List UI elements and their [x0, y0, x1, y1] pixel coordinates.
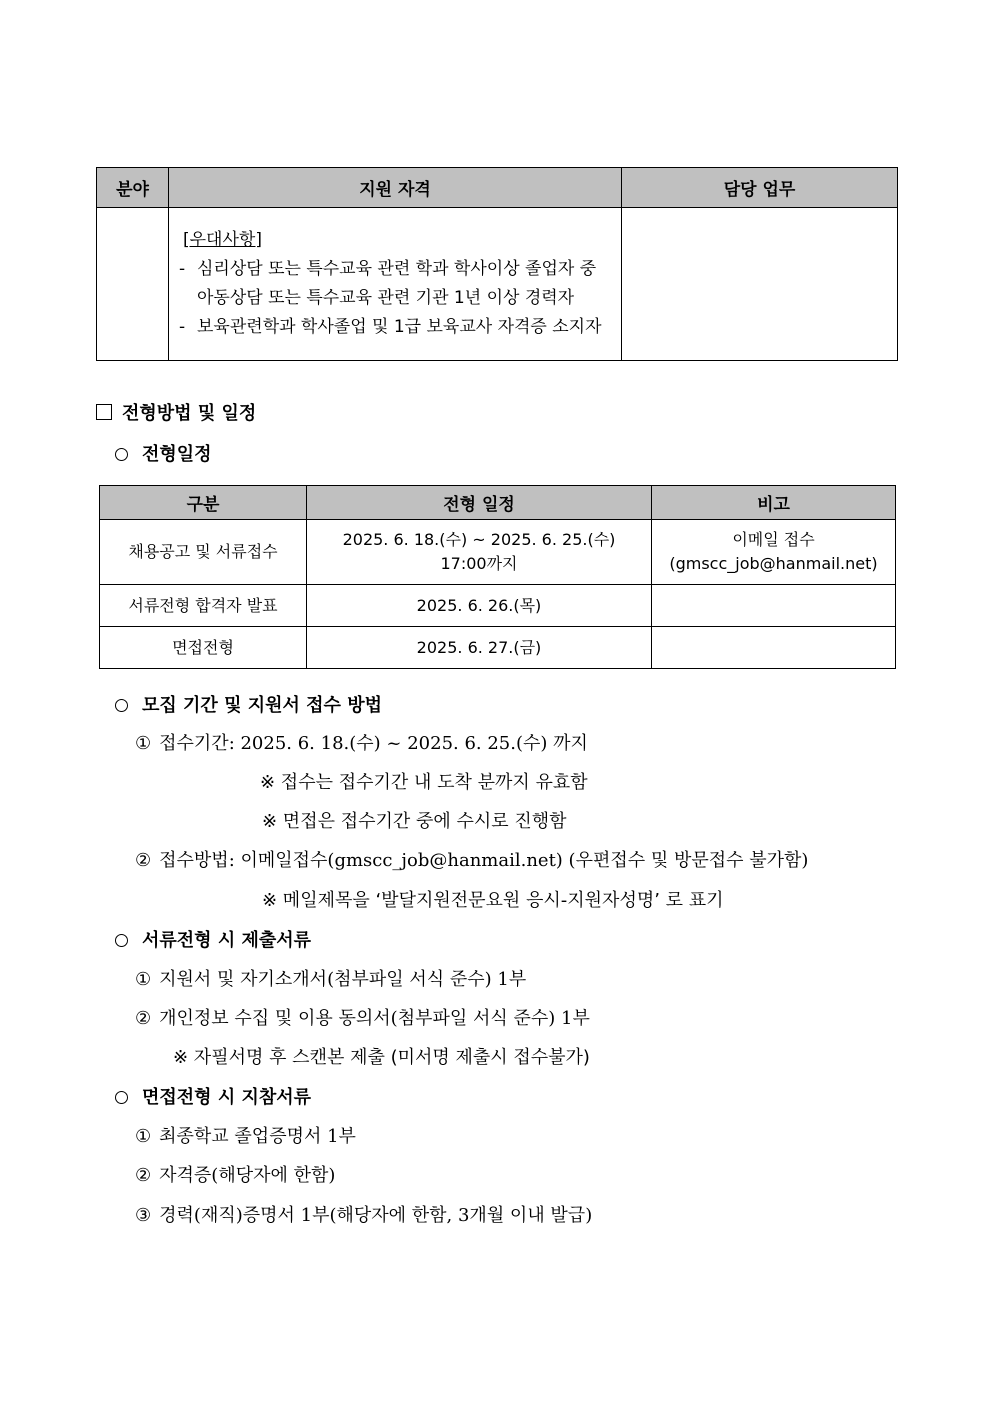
circle-bullet-icon: [115, 699, 128, 712]
schedule-date: 2025. 6. 27.(금): [307, 627, 652, 669]
schedule-row: [100, 585, 896, 627]
recruit-item-method: [135, 846, 808, 872]
interview-subtitle-text: 면접전형 시 지참서류: [142, 1087, 312, 1108]
qualification-cell: [169, 208, 622, 361]
recruit-subtitle-text: 모집 기간 및 지원서 접수 방법: [142, 695, 382, 716]
item-number: ②: [135, 1008, 152, 1029]
preferred-item-line: 아동상담 또는 특수교육 관련 기관 1년 이상 경력자: [197, 288, 575, 308]
circle-bullet-icon: [115, 448, 128, 461]
docs-item: [135, 1004, 590, 1030]
docs-subtitle: [115, 926, 311, 952]
header-category: 구분: [100, 486, 307, 520]
item-number: ②: [135, 1165, 152, 1186]
item-number: ②: [135, 850, 152, 871]
schedule-note-line: 이메일 접수: [732, 530, 815, 549]
item-number: ①: [135, 969, 152, 990]
item-text: 접수기간: 2025. 6. 18.(수) ~ 2025. 6. 25.(수) 까지: [159, 733, 588, 754]
bullet-dash: -: [179, 259, 186, 279]
qualification-row: [97, 208, 898, 361]
recruit-note: ※ 메일제목을 ‘발달지원전문요원 응시-지원자성명’ 로 표기: [262, 890, 724, 911]
schedule-subtitle: [115, 440, 212, 466]
item-number: ③: [135, 1205, 152, 1226]
interview-item: [135, 1201, 592, 1227]
section-title-text: 전형방법 및 일정: [122, 403, 257, 424]
recruit-note: ※ 면접은 접수기간 중에 수시로 진행함: [262, 811, 567, 832]
schedule-name: 면접전형: [100, 627, 307, 669]
header-qualification: 지원 자격: [169, 168, 622, 208]
qualification-table: [96, 167, 898, 361]
checkbox-square-icon: [96, 404, 112, 420]
section-title: [96, 399, 256, 425]
recruit-note: ※ 접수는 접수기간 내 도착 분까지 유효함: [260, 772, 588, 793]
duty-cell: [622, 208, 898, 361]
preferred-item: [179, 255, 621, 313]
bullet-dash: -: [179, 317, 186, 337]
header-field: 분야: [97, 168, 169, 208]
schedule-row: [100, 520, 896, 585]
item-text: 접수방법: 이메일접수(gmscc_job@hanmail.net) (우편접수 및 방문접수 불가함): [159, 850, 809, 871]
item-text: 최종학교 졸업증명서 1부: [159, 1126, 356, 1147]
recruit-item-period: [135, 729, 588, 755]
recruit-subtitle: [115, 691, 382, 717]
field-cell: [97, 208, 169, 361]
schedule-table: [99, 485, 896, 669]
preferred-title: [우대사항]: [183, 230, 262, 250]
item-text: 경력(재직)증명서 1부(해당자에 한함, 3개월 이내 발급): [159, 1205, 593, 1226]
interview-subtitle: [115, 1083, 311, 1109]
schedule-note: [652, 585, 896, 627]
schedule-header-row: [100, 486, 896, 520]
circle-bullet-icon: [115, 1091, 128, 1104]
item-number: ①: [135, 1126, 152, 1147]
schedule-date: [307, 520, 652, 585]
header-schedule: 전형 일정: [307, 486, 652, 520]
header-remarks: 비고: [652, 486, 896, 520]
schedule-note: [652, 520, 896, 585]
preferred-item-line: 보육관련학과 학사졸업 및 1급 보육교사 자격증 소지자: [197, 317, 602, 337]
schedule-note-line: (gmscc_job@hanmail.net): [669, 554, 878, 573]
docs-subtitle-text: 서류전형 시 제출서류: [142, 930, 312, 951]
circle-bullet-icon: [115, 934, 128, 947]
schedule-name: 서류전형 합격자 발표: [100, 585, 307, 627]
item-text: 지원서 및 자기소개서(첨부파일 서식 준수) 1부: [159, 969, 527, 990]
item-text: 자격증(해당자에 한함): [159, 1165, 336, 1186]
header-duty: 담당 업무: [622, 168, 898, 208]
item-text: 개인정보 수집 및 이용 동의서(첨부파일 서식 준수) 1부: [159, 1008, 590, 1029]
schedule-date-line: 2025. 6. 18.(수) ~ 2025. 6. 25.(수): [342, 530, 616, 549]
schedule-date-line: 17:00까지: [440, 554, 518, 573]
docs-note: ※ 자필서명 후 스캔본 제출 (미서명 제출시 접수불가): [173, 1047, 590, 1068]
interview-item: [135, 1122, 356, 1148]
schedule-name: 채용공고 및 서류접수: [100, 520, 307, 585]
interview-item: [135, 1161, 335, 1187]
docs-item: [135, 965, 526, 991]
preferred-item-line: 심리상담 또는 특수교육 관련 학과 학사이상 졸업자 중: [197, 259, 597, 279]
schedule-row: [100, 627, 896, 669]
schedule-subtitle-text: 전형일정: [142, 444, 212, 465]
qualification-header-row: [97, 168, 898, 208]
schedule-note: [652, 627, 896, 669]
item-number: ①: [135, 733, 152, 754]
schedule-date: 2025. 6. 26.(목): [307, 585, 652, 627]
preferred-item: [179, 313, 621, 342]
